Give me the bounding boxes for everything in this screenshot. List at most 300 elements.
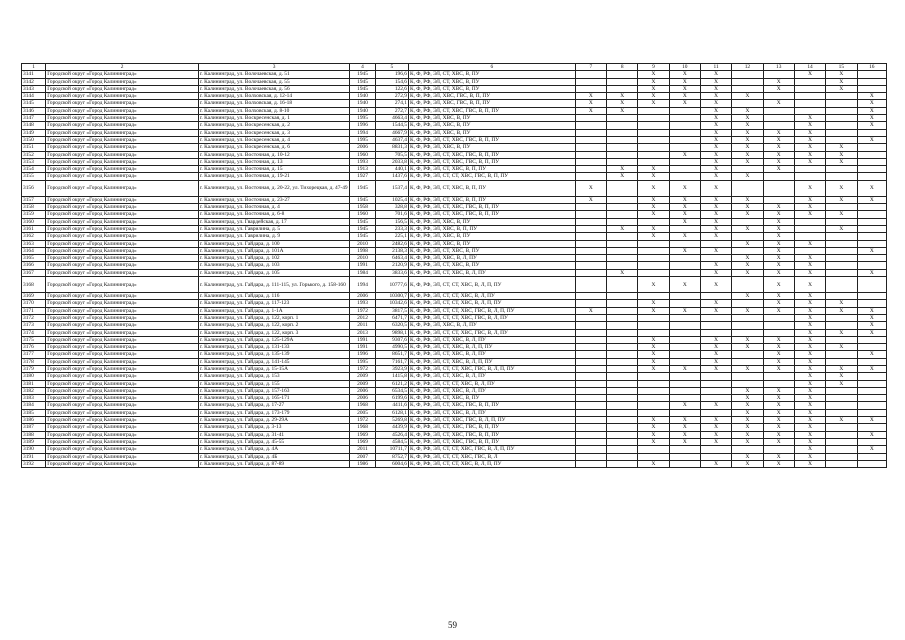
mark-cell: [607, 71, 638, 78]
mark-cell: X: [700, 129, 731, 136]
mark-cell: [638, 255, 669, 262]
mark-cell: X: [857, 107, 886, 114]
row-number-cell: 3162: [22, 233, 46, 240]
mark-cell: [826, 93, 857, 100]
mark-cell: [638, 240, 669, 247]
mark-cell: [669, 446, 700, 453]
table-row: [22, 255, 887, 262]
mark-cell: [607, 402, 638, 409]
mark-cell: [607, 409, 638, 416]
mark-cell: [607, 151, 638, 158]
address-cell: г. Калининград, ул. Гайдара, д. 122, корп. 1: [198, 314, 350, 321]
mark-cell: [826, 424, 857, 431]
mark-cell: [638, 314, 669, 321]
year-cell: 2005: [350, 409, 375, 416]
mark-cell: [669, 329, 700, 336]
mark-cell: [669, 322, 700, 329]
area-cell: 154,6: [375, 78, 408, 85]
mark-cell: X: [732, 453, 763, 460]
mark-cell: X: [575, 107, 606, 114]
owner-cell: Городской округ «Город Калининград»: [46, 225, 199, 232]
mark-cell: [575, 225, 606, 232]
owner-cell: Городской округ «Город Калининград»: [46, 196, 199, 203]
mark-cell: X: [794, 453, 825, 460]
mark-cell: X: [638, 100, 669, 107]
mark-cell: X: [700, 365, 731, 372]
mark-cell: [575, 438, 606, 445]
owner-cell: Городской округ «Город Калининград»: [46, 204, 199, 211]
mark-cell: X: [826, 329, 857, 336]
mark-cell: X: [732, 409, 763, 416]
mark-cell: [638, 151, 669, 158]
table-row: [22, 166, 887, 173]
table-row: [22, 211, 887, 218]
year-cell: 1969: [350, 431, 375, 438]
mark-cell: [763, 71, 794, 78]
table-row: [22, 351, 887, 358]
mark-cell: X: [794, 71, 825, 78]
mark-cell: X: [732, 417, 763, 424]
year-cell: 1991: [350, 344, 375, 351]
mark-cell: X: [763, 262, 794, 269]
mark-cell: [669, 460, 700, 467]
mark-cell: X: [826, 300, 857, 307]
mark-cell: [575, 314, 606, 321]
row-number-cell: 3173: [22, 322, 46, 329]
mark-cell: [857, 166, 886, 173]
works-cell: К, Ф, РФ, ЭЛ, ХВС, В, ПУ: [408, 144, 575, 151]
mark-cell: [857, 211, 886, 218]
column-header: 11: [700, 64, 731, 71]
address-cell: г. Калининград, ул. Гайдара, д. 157-163: [198, 387, 350, 394]
mark-cell: X: [763, 431, 794, 438]
row-number-cell: 3189: [22, 438, 46, 445]
mark-cell: X: [763, 166, 794, 173]
mark-cell: [732, 300, 763, 307]
works-cell: К, Ф, РФ, ЭЛ, СТ, ХВС, В, Л, ПУ: [408, 387, 575, 394]
row-number-cell: 3154: [22, 166, 46, 173]
mark-cell: [607, 365, 638, 372]
mark-cell: X: [763, 158, 794, 165]
address-cell: г. Калининград, ул. Гайдара, д. 153: [198, 373, 350, 380]
address-cell: г. Калининград, ул. Гайдара, д. 17-27: [198, 402, 350, 409]
area-cell: 9307,6: [375, 336, 408, 343]
mark-cell: X: [638, 431, 669, 438]
row-number-cell: 3143: [22, 85, 46, 92]
mark-cell: X: [732, 151, 763, 158]
owner-cell: Городской округ «Город Калининград»: [46, 293, 199, 300]
works-cell: К, Ф, РФ, ЭЛ, ХВС, ГВС, В, П, ПУ: [408, 100, 575, 107]
mark-cell: [700, 409, 731, 416]
works-cell: К, Ф, РФ, ЭЛ, СТ, ХВС, В, ПУ: [408, 247, 575, 254]
year-cell: 1984: [350, 269, 375, 276]
table-row: [22, 446, 887, 453]
area-cell: 233,3: [375, 225, 408, 232]
mark-cell: [732, 277, 763, 293]
mark-cell: X: [732, 196, 763, 203]
address-cell: г. Калининград, ул. Воскресенская, д. 4: [198, 136, 350, 143]
mark-cell: [700, 380, 731, 387]
year-cell: 1995: [350, 136, 375, 143]
mark-cell: [607, 322, 638, 329]
mark-cell: [857, 255, 886, 262]
mark-cell: [607, 314, 638, 321]
mark-cell: [857, 277, 886, 293]
mark-cell: [669, 344, 700, 351]
mark-cell: [732, 322, 763, 329]
year-cell: 2007: [350, 453, 375, 460]
mark-cell: X: [763, 269, 794, 276]
mark-cell: [638, 322, 669, 329]
mark-cell: [638, 380, 669, 387]
mark-cell: [575, 446, 606, 453]
works-cell: К, Ф, РФ, ЭЛ, ХВС, В, Л, ПУ: [408, 322, 575, 329]
owner-cell: Городской округ «Город Калининград»: [46, 180, 199, 196]
address-cell: г. Калининград, ул. Гаврилина, д. 5: [198, 225, 350, 232]
mark-cell: [607, 277, 638, 293]
row-number-cell: 3146: [22, 107, 46, 114]
mark-cell: X: [794, 424, 825, 431]
address-cell: г. Калининград, ул. Гайдара, д. 125-129А: [198, 336, 350, 343]
mark-cell: [638, 453, 669, 460]
mark-cell: [826, 314, 857, 321]
works-cell: К, Ф, РФ, ЭЛ, СТ, ХВС, ГВС, В, П, ПУ: [408, 424, 575, 431]
year-cell: 2010: [350, 255, 375, 262]
mark-cell: [638, 247, 669, 254]
mark-cell: X: [700, 151, 731, 158]
works-cell: К, Ф, РФ, ЭЛ, СТ, СТ, ХВС, ГВС, В, Л, П, ПУ: [408, 446, 575, 453]
year-cell: 1968: [350, 424, 375, 431]
row-number-cell: 3177: [22, 351, 46, 358]
mark-cell: [763, 115, 794, 122]
mark-cell: X: [700, 277, 731, 293]
mark-cell: [826, 269, 857, 276]
area-cell: 8752,7: [375, 453, 408, 460]
mark-cell: X: [794, 344, 825, 351]
mark-cell: [575, 380, 606, 387]
mark-cell: X: [575, 93, 606, 100]
mark-cell: [826, 431, 857, 438]
mark-cell: [575, 344, 606, 351]
address-cell: г. Калининград, ул. Воскресенская, д. 6: [198, 144, 350, 151]
address-cell: г. Калининград, ул. Восточная, д. 13: [198, 158, 350, 165]
mark-cell: [638, 115, 669, 122]
owner-cell: Городской округ «Город Калининград»: [46, 395, 199, 402]
mark-cell: [794, 218, 825, 225]
mark-cell: X: [575, 196, 606, 203]
table-row: [22, 85, 887, 92]
year-cell: 1986: [350, 460, 375, 467]
mark-cell: X: [857, 115, 886, 122]
mark-cell: [607, 358, 638, 365]
row-number-cell: 3149: [22, 129, 46, 136]
mark-cell: [669, 144, 700, 151]
owner-cell: Городской округ «Город Калининград»: [46, 100, 199, 107]
year-cell: 1968: [350, 402, 375, 409]
year-cell: 1991: [350, 262, 375, 269]
owner-cell: Городской округ «Город Калининград»: [46, 409, 199, 416]
address-cell: г. Калининград, ул. Волочаевская, д. 56: [198, 85, 350, 92]
mark-cell: [638, 395, 669, 402]
mark-cell: X: [763, 409, 794, 416]
owner-cell: Городской округ «Город Калининград»: [46, 211, 199, 218]
area-cell: 272,7: [375, 107, 408, 114]
mark-cell: [607, 307, 638, 314]
works-cell: К, Ф, РФ, ЭЛ, ХВС, ГВС, В, П, ПУ: [408, 93, 575, 100]
owner-cell: Городской округ «Город Калининград»: [46, 115, 199, 122]
mark-cell: [607, 218, 638, 225]
works-cell: К, Ф, РФ, ЭЛ, СТ, ХВС, ГВС, В, П, ПУ: [408, 204, 575, 211]
mark-cell: X: [857, 100, 886, 107]
table-row: [22, 115, 887, 122]
mark-cell: [575, 71, 606, 78]
mark-cell: [857, 262, 886, 269]
mark-cell: [857, 71, 886, 78]
mark-cell: X: [763, 78, 794, 85]
works-cell: К, Ф, РФ, ЭЛ, СТ, СТ, ХВС, ГВС, В, Л, ПУ: [408, 329, 575, 336]
mark-cell: [669, 387, 700, 394]
address-cell: г. Калининград, ул. Гайдара, д. 45-55: [198, 438, 350, 445]
table-row: [22, 247, 887, 254]
mark-cell: X: [700, 233, 731, 240]
mark-cell: [575, 233, 606, 240]
works-cell: К, Ф, РФ, ЭЛ, СТ, ХВС, ГВС, В, П, ПУ: [408, 151, 575, 158]
owner-cell: Городской округ «Город Калининград»: [46, 144, 199, 151]
year-cell: 1927: [350, 173, 375, 180]
mark-cell: X: [638, 78, 669, 85]
works-cell: К, Ф, РФ, ЭЛ, СТ, ХВС, В, Л, П, ПУ: [408, 344, 575, 351]
table-row: [22, 71, 887, 78]
mark-cell: [826, 358, 857, 365]
mark-cell: [638, 409, 669, 416]
area-cell: 156,5: [375, 218, 408, 225]
area-cell: 440,1: [375, 166, 408, 173]
mark-cell: X: [763, 307, 794, 314]
mark-cell: [732, 85, 763, 92]
mark-cell: [857, 409, 886, 416]
area-cell: 2138,3: [375, 247, 408, 254]
table-row: [22, 204, 887, 211]
address-cell: г. Калининград, ул. Волочаевская, д. 51: [198, 71, 350, 78]
mark-cell: X: [700, 300, 731, 307]
mark-cell: X: [607, 225, 638, 232]
mark-cell: [857, 373, 886, 380]
mark-cell: [607, 115, 638, 122]
mark-cell: X: [732, 344, 763, 351]
mark-cell: X: [732, 460, 763, 467]
area-cell: 4411,6: [375, 402, 408, 409]
mark-cell: X: [700, 262, 731, 269]
mark-cell: [669, 269, 700, 276]
table-row: [22, 78, 887, 85]
row-number-cell: 3160: [22, 218, 46, 225]
mark-cell: [607, 136, 638, 143]
mark-cell: X: [732, 144, 763, 151]
owner-cell: Городской округ «Город Калининград»: [46, 351, 199, 358]
address-cell: г. Калининград, ул. Гайдара, д. 135-139: [198, 351, 350, 358]
mark-cell: [826, 395, 857, 402]
row-number-cell: 3174: [22, 329, 46, 336]
row-number-cell: 3171: [22, 307, 46, 314]
mark-cell: X: [763, 277, 794, 293]
area-cell: 1544,5: [375, 122, 408, 129]
mark-cell: X: [857, 247, 886, 254]
row-number-cell: 3188: [22, 431, 46, 438]
address-cell: г. Калининград, ул. Гайдара, д. 4А: [198, 446, 350, 453]
mark-cell: [575, 115, 606, 122]
mark-cell: X: [826, 365, 857, 372]
mark-cell: [607, 144, 638, 151]
table-row: [22, 173, 887, 180]
mark-cell: [575, 424, 606, 431]
mark-cell: [700, 329, 731, 336]
mark-cell: X: [826, 211, 857, 218]
mark-cell: [732, 446, 763, 453]
mark-cell: X: [732, 431, 763, 438]
owner-cell: Городской округ «Город Калининград»: [46, 380, 199, 387]
area-cell: 9898,1: [375, 329, 408, 336]
table-row: [22, 387, 887, 394]
mark-cell: [732, 351, 763, 358]
mark-cell: [826, 100, 857, 107]
mark-cell: [575, 129, 606, 136]
mark-cell: X: [763, 336, 794, 343]
area-cell: 272,9: [375, 93, 408, 100]
mark-cell: X: [700, 100, 731, 107]
mark-cell: X: [826, 78, 857, 85]
mark-cell: [575, 409, 606, 416]
mark-cell: X: [826, 417, 857, 424]
mark-cell: X: [763, 218, 794, 225]
mark-cell: [575, 173, 606, 180]
column-header: 6: [408, 64, 575, 71]
mark-cell: [669, 300, 700, 307]
mark-cell: [607, 85, 638, 92]
mark-cell: [669, 240, 700, 247]
mark-cell: [575, 300, 606, 307]
owner-cell: Городской округ «Город Калининград»: [46, 85, 199, 92]
area-cell: 122,6: [375, 85, 408, 92]
mark-cell: [826, 173, 857, 180]
mark-cell: X: [794, 409, 825, 416]
address-cell: г. Калининград, ул. Гайдара, д. 101А: [198, 247, 350, 254]
mark-cell: [638, 262, 669, 269]
works-cell: К, Ф, РФ, ЭЛ, СТ, ХВС, ГВС, В, П, ПУ: [408, 107, 575, 114]
mark-cell: X: [700, 336, 731, 343]
table-row: [22, 395, 887, 402]
area-cell: 4526,4: [375, 431, 408, 438]
mark-cell: [763, 180, 794, 196]
works-cell: К, Ф, РФ, ЭЛ, СТ, ХВС, В, Л, ПУ: [408, 269, 575, 276]
area-cell: 10777,6: [375, 277, 408, 293]
address-cell: г. Калининград, ул. Гаврилина, д. 9: [198, 233, 350, 240]
address-cell: г. Калининград, ул. Гайдара, д. 111-115, ул. Горького, д. 158-160: [198, 277, 350, 293]
mark-cell: [669, 158, 700, 165]
address-cell: г. Калининград, ул. Воскресенская, д. 1: [198, 115, 350, 122]
mark-cell: X: [826, 225, 857, 232]
area-cell: 1537,4: [375, 180, 408, 196]
mark-cell: X: [669, 71, 700, 78]
mark-cell: [700, 240, 731, 247]
mark-cell: X: [732, 307, 763, 314]
owner-cell: Городской округ «Город Калининград»: [46, 158, 199, 165]
works-cell: К, Ф, РФ, ЭЛ, СТ, ХВС, ГВС, В, П, ПУ: [408, 136, 575, 143]
row-number-cell: 3186: [22, 417, 46, 424]
mark-cell: [607, 329, 638, 336]
mark-cell: X: [794, 129, 825, 136]
row-number-cell: 3158: [22, 204, 46, 211]
mark-cell: [607, 240, 638, 247]
year-cell: 1995: [350, 358, 375, 365]
area-cell: 2120,9: [375, 262, 408, 269]
address-cell: г. Калининград, ул. Восточная, д. 10-12: [198, 151, 350, 158]
mark-cell: [857, 460, 886, 467]
mark-cell: [763, 446, 794, 453]
mark-cell: X: [669, 78, 700, 85]
mark-cell: [700, 293, 731, 300]
mark-cell: X: [857, 122, 886, 129]
area-cell: 7161,7: [375, 358, 408, 365]
mark-cell: [857, 151, 886, 158]
mark-cell: X: [607, 173, 638, 180]
year-cell: 1972: [350, 307, 375, 314]
mark-cell: X: [732, 93, 763, 100]
mark-cell: [669, 262, 700, 269]
row-number-cell: 3157: [22, 196, 46, 203]
column-header: 9: [638, 64, 669, 71]
mark-cell: X: [763, 211, 794, 218]
works-cell: К, Ф, РФ, ЭЛ, ХВС, В, ПУ: [408, 115, 575, 122]
mark-cell: X: [638, 417, 669, 424]
mark-cell: X: [700, 115, 731, 122]
column-header: 16: [857, 64, 886, 71]
year-cell: 1940: [350, 100, 375, 107]
year-cell: 1945: [350, 196, 375, 203]
column-header: 10: [669, 64, 700, 71]
area-cell: 4990,5: [375, 344, 408, 351]
owner-cell: Городской округ «Город Калининград»: [46, 173, 199, 180]
owner-cell: Городской округ «Город Калининград»: [46, 417, 199, 424]
column-header: 2: [46, 64, 199, 71]
mark-cell: X: [794, 158, 825, 165]
mark-cell: [638, 144, 669, 151]
works-cell: К, Ф, РФ, ЭЛ, СТ, ХВС, В, Л, ПУ: [408, 351, 575, 358]
mark-cell: [826, 402, 857, 409]
mark-cell: X: [794, 322, 825, 329]
mark-cell: [794, 166, 825, 173]
mark-cell: X: [669, 402, 700, 409]
row-number-cell: 3182: [22, 387, 46, 394]
mark-cell: X: [794, 329, 825, 336]
mark-cell: [857, 173, 886, 180]
mark-cell: [607, 438, 638, 445]
area-cell: 705,5: [375, 151, 408, 158]
mark-cell: [857, 453, 886, 460]
area-cell: 6199,6: [375, 395, 408, 402]
mark-cell: X: [857, 93, 886, 100]
row-number-cell: 3152: [22, 151, 46, 158]
mark-cell: X: [638, 300, 669, 307]
mark-cell: X: [669, 204, 700, 211]
mark-cell: [638, 218, 669, 225]
mark-cell: [575, 395, 606, 402]
address-cell: г. Калининград, ул. Волховская, д. 12-14: [198, 93, 350, 100]
address-cell: г. Калининград, ул. Гайдара, д. 173-179: [198, 409, 350, 416]
mark-cell: [669, 122, 700, 129]
mark-cell: [826, 293, 857, 300]
mark-cell: [607, 293, 638, 300]
mark-cell: [826, 409, 857, 416]
